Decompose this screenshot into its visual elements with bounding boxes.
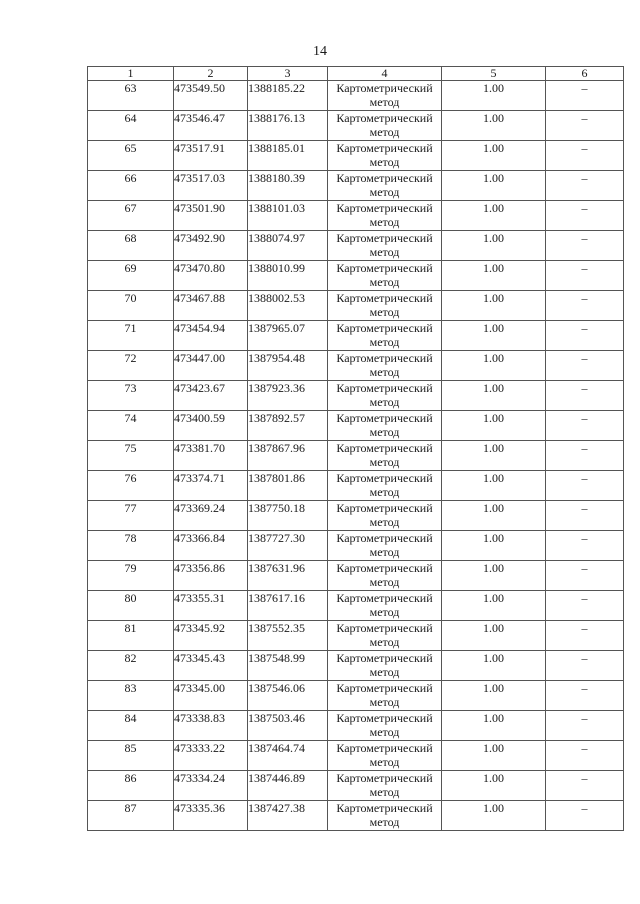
note-cell: –: [546, 531, 624, 561]
x-coordinate-cell: 473467.88: [174, 291, 248, 321]
method-cell: [328, 711, 442, 741]
note-cell: –: [546, 411, 624, 441]
method-text: метод: [369, 335, 400, 349]
method-text: Картометрический: [336, 111, 433, 125]
x-coordinate-cell: 473546.47: [174, 111, 248, 141]
method-text: Картометрический: [336, 531, 433, 545]
accuracy-cell: 1.00: [442, 441, 546, 471]
point-number-cell: 72: [88, 351, 174, 381]
method-cell: [328, 681, 442, 711]
accuracy-cell: 1.00: [442, 81, 546, 111]
accuracy-cell: 1.00: [442, 381, 546, 411]
point-number-cell: 81: [88, 621, 174, 651]
x-coordinate-cell: 473454.94: [174, 321, 248, 351]
table-row: [88, 351, 624, 381]
method-text: метод: [369, 425, 400, 439]
method-cell: [328, 231, 442, 261]
method-text: метод: [369, 485, 400, 499]
method-text: Картометрический: [336, 741, 433, 755]
x-coordinate-cell: 473345.92: [174, 621, 248, 651]
method-text: метод: [369, 725, 400, 739]
table-row: [88, 561, 624, 591]
note-cell: –: [546, 771, 624, 801]
y-coordinate-cell: 1387546.06: [248, 681, 328, 711]
table-row: [88, 171, 624, 201]
accuracy-cell: 1.00: [442, 111, 546, 141]
x-coordinate-cell: 473374.71: [174, 471, 248, 501]
table-row: [88, 501, 624, 531]
table-row: [88, 471, 624, 501]
x-coordinate-cell: 473423.67: [174, 381, 248, 411]
y-coordinate-cell: 1388185.01: [248, 141, 328, 171]
y-coordinate-cell: 1388002.53: [248, 291, 328, 321]
point-number-cell: 67: [88, 201, 174, 231]
point-number-cell: 85: [88, 741, 174, 771]
point-number-cell: 63: [88, 81, 174, 111]
y-coordinate-cell: 1387923.36: [248, 381, 328, 411]
method-cell: [328, 651, 442, 681]
method-text: Картометрический: [336, 231, 433, 245]
accuracy-cell: 1.00: [442, 201, 546, 231]
method-text: Картометрический: [336, 651, 433, 665]
y-coordinate-cell: 1387552.35: [248, 621, 328, 651]
method-text: метод: [369, 275, 400, 289]
note-cell: –: [546, 651, 624, 681]
method-text: Картометрический: [336, 141, 433, 155]
accuracy-cell: 1.00: [442, 651, 546, 681]
table-body: [88, 81, 624, 831]
accuracy-cell: 1.00: [442, 621, 546, 651]
method-text: метод: [369, 395, 400, 409]
y-coordinate-cell: 1387503.46: [248, 711, 328, 741]
method-cell: [328, 291, 442, 321]
method-text: Картометрический: [336, 261, 433, 275]
method-text: Картометрический: [336, 201, 433, 215]
accuracy-cell: 1.00: [442, 261, 546, 291]
accuracy-cell: 1.00: [442, 561, 546, 591]
accuracy-cell: 1.00: [442, 771, 546, 801]
note-cell: –: [546, 351, 624, 381]
table-row: [88, 531, 624, 561]
y-coordinate-cell: 1387965.07: [248, 321, 328, 351]
table-row: [88, 381, 624, 411]
method-text: метод: [369, 125, 400, 139]
method-text: метод: [369, 245, 400, 259]
y-coordinate-cell: 1388010.99: [248, 261, 328, 291]
y-coordinate-cell: 1387954.48: [248, 351, 328, 381]
table-row: [88, 201, 624, 231]
y-coordinate-cell: 1387631.96: [248, 561, 328, 591]
table-row: [88, 321, 624, 351]
table-row: [88, 741, 624, 771]
accuracy-cell: 1.00: [442, 141, 546, 171]
note-cell: –: [546, 591, 624, 621]
method-text: Картометрический: [336, 291, 433, 305]
x-coordinate-cell: 473447.00: [174, 351, 248, 381]
x-coordinate-cell: 473334.24: [174, 771, 248, 801]
x-coordinate-cell: 473517.03: [174, 171, 248, 201]
note-cell: –: [546, 201, 624, 231]
method-cell: [328, 381, 442, 411]
y-coordinate-cell: 1387892.57: [248, 411, 328, 441]
accuracy-cell: 1.00: [442, 231, 546, 261]
y-coordinate-cell: 1387867.96: [248, 441, 328, 471]
accuracy-cell: 1.00: [442, 321, 546, 351]
accuracy-cell: 1.00: [442, 501, 546, 531]
point-number-cell: 66: [88, 171, 174, 201]
method-text: метод: [369, 155, 400, 169]
accuracy-cell: 1.00: [442, 411, 546, 441]
note-cell: –: [546, 81, 624, 111]
accuracy-cell: 1.00: [442, 471, 546, 501]
method-text: Картометрический: [336, 771, 433, 785]
method-cell: [328, 591, 442, 621]
note-cell: –: [546, 321, 624, 351]
method-cell: [328, 741, 442, 771]
note-cell: –: [546, 471, 624, 501]
point-number-cell: 68: [88, 231, 174, 261]
method-text: метод: [369, 605, 400, 619]
note-cell: –: [546, 801, 624, 831]
method-text: Картометрический: [336, 411, 433, 425]
point-number-cell: 87: [88, 801, 174, 831]
method-text: метод: [369, 815, 400, 829]
point-number-cell: 75: [88, 441, 174, 471]
note-cell: –: [546, 261, 624, 291]
point-number-cell: 80: [88, 591, 174, 621]
method-cell: [328, 621, 442, 651]
method-text: метод: [369, 575, 400, 589]
point-number-cell: 83: [88, 681, 174, 711]
method-text: метод: [369, 215, 400, 229]
accuracy-cell: 1.00: [442, 711, 546, 741]
method-cell: [328, 441, 442, 471]
y-coordinate-cell: 1387446.89: [248, 771, 328, 801]
note-cell: –: [546, 171, 624, 201]
x-coordinate-cell: 473381.70: [174, 441, 248, 471]
column-header: 1: [88, 67, 174, 81]
method-text: Картометрический: [336, 441, 433, 455]
column-header: 5: [442, 67, 546, 81]
method-cell: [328, 471, 442, 501]
method-text: Картометрический: [336, 561, 433, 575]
accuracy-cell: 1.00: [442, 171, 546, 201]
x-coordinate-cell: 473400.59: [174, 411, 248, 441]
method-cell: [328, 261, 442, 291]
x-coordinate-cell: 473333.22: [174, 741, 248, 771]
method-cell: [328, 411, 442, 441]
method-cell: [328, 351, 442, 381]
y-coordinate-cell: 1388176.13: [248, 111, 328, 141]
y-coordinate-cell: 1387727.30: [248, 531, 328, 561]
method-text: метод: [369, 515, 400, 529]
column-header: 3: [248, 67, 328, 81]
method-text: метод: [369, 365, 400, 379]
method-cell: [328, 561, 442, 591]
point-number-cell: 84: [88, 711, 174, 741]
method-text: Картометрический: [336, 381, 433, 395]
method-text: метод: [369, 665, 400, 679]
method-cell: [328, 321, 442, 351]
method-cell: [328, 201, 442, 231]
table-row: [88, 651, 624, 681]
y-coordinate-cell: 1387617.16: [248, 591, 328, 621]
coordinates-table: [87, 66, 624, 831]
table-row: [88, 291, 624, 321]
method-text: Картометрический: [336, 591, 433, 605]
y-coordinate-cell: 1388185.22: [248, 81, 328, 111]
point-number-cell: 82: [88, 651, 174, 681]
method-text: метод: [369, 185, 400, 199]
x-coordinate-cell: 473338.83: [174, 711, 248, 741]
x-coordinate-cell: 473345.00: [174, 681, 248, 711]
y-coordinate-cell: 1387464.74: [248, 741, 328, 771]
method-text: Картометрический: [336, 471, 433, 485]
method-text: Картометрический: [336, 321, 433, 335]
table-row: [88, 141, 624, 171]
method-cell: [328, 141, 442, 171]
method-text: метод: [369, 95, 400, 109]
method-text: метод: [369, 635, 400, 649]
point-number-cell: 64: [88, 111, 174, 141]
method-text: метод: [369, 755, 400, 769]
method-cell: [328, 771, 442, 801]
accuracy-cell: 1.00: [442, 291, 546, 321]
point-number-cell: 74: [88, 411, 174, 441]
method-cell: [328, 81, 442, 111]
accuracy-cell: 1.00: [442, 801, 546, 831]
y-coordinate-cell: 1388101.03: [248, 201, 328, 231]
point-number-cell: 73: [88, 381, 174, 411]
x-coordinate-cell: 473549.50: [174, 81, 248, 111]
y-coordinate-cell: 1387427.38: [248, 801, 328, 831]
table-row: [88, 801, 624, 831]
point-number-cell: 79: [88, 561, 174, 591]
note-cell: –: [546, 291, 624, 321]
note-cell: –: [546, 111, 624, 141]
column-header: 4: [328, 67, 442, 81]
table-row: [88, 411, 624, 441]
accuracy-cell: 1.00: [442, 741, 546, 771]
point-number-cell: 69: [88, 261, 174, 291]
table-row: [88, 441, 624, 471]
method-text: Картометрический: [336, 621, 433, 635]
accuracy-cell: 1.00: [442, 681, 546, 711]
table-row: [88, 771, 624, 801]
header-row: [88, 67, 624, 81]
x-coordinate-cell: 473492.90: [174, 231, 248, 261]
table-row: [88, 111, 624, 141]
method-text: Картометрический: [336, 681, 433, 695]
x-coordinate-cell: 473356.86: [174, 561, 248, 591]
note-cell: –: [546, 141, 624, 171]
method-text: метод: [369, 305, 400, 319]
method-text: Картометрический: [336, 351, 433, 365]
point-number-cell: 65: [88, 141, 174, 171]
note-cell: –: [546, 231, 624, 261]
accuracy-cell: 1.00: [442, 351, 546, 381]
method-text: метод: [369, 545, 400, 559]
note-cell: –: [546, 561, 624, 591]
x-coordinate-cell: 473517.91: [174, 141, 248, 171]
table-row: [88, 81, 624, 111]
method-cell: [328, 801, 442, 831]
y-coordinate-cell: 1387750.18: [248, 501, 328, 531]
method-cell: [328, 111, 442, 141]
note-cell: –: [546, 621, 624, 651]
x-coordinate-cell: 473501.90: [174, 201, 248, 231]
column-header: 2: [174, 67, 248, 81]
table-row: [88, 231, 624, 261]
note-cell: –: [546, 381, 624, 411]
method-text: метод: [369, 785, 400, 799]
table-row: [88, 681, 624, 711]
x-coordinate-cell: 473470.80: [174, 261, 248, 291]
note-cell: –: [546, 441, 624, 471]
point-number-cell: 78: [88, 531, 174, 561]
method-text: метод: [369, 695, 400, 709]
x-coordinate-cell: 473335.36: [174, 801, 248, 831]
point-number-cell: 71: [88, 321, 174, 351]
point-number-cell: 76: [88, 471, 174, 501]
point-number-cell: 70: [88, 291, 174, 321]
note-cell: –: [546, 501, 624, 531]
note-cell: –: [546, 711, 624, 741]
method-cell: [328, 531, 442, 561]
x-coordinate-cell: 473345.43: [174, 651, 248, 681]
y-coordinate-cell: 1388180.39: [248, 171, 328, 201]
accuracy-cell: 1.00: [442, 591, 546, 621]
x-coordinate-cell: 473355.31: [174, 591, 248, 621]
table-row: [88, 621, 624, 651]
method-cell: [328, 171, 442, 201]
method-text: Картометрический: [336, 801, 433, 815]
table-row: [88, 711, 624, 741]
point-number-cell: 86: [88, 771, 174, 801]
y-coordinate-cell: 1387548.99: [248, 651, 328, 681]
method-cell: [328, 501, 442, 531]
method-text: Картометрический: [336, 501, 433, 515]
point-number-cell: 77: [88, 501, 174, 531]
note-cell: –: [546, 681, 624, 711]
page-number: 14: [313, 44, 327, 59]
method-text: Картометрический: [336, 81, 433, 95]
method-text: Картометрический: [336, 171, 433, 185]
x-coordinate-cell: 473366.84: [174, 531, 248, 561]
note-cell: –: [546, 741, 624, 771]
method-text: Картометрический: [336, 711, 433, 725]
x-coordinate-cell: 473369.24: [174, 501, 248, 531]
accuracy-cell: 1.00: [442, 531, 546, 561]
method-text: метод: [369, 455, 400, 469]
column-header: 6: [546, 67, 624, 81]
table-row: [88, 261, 624, 291]
y-coordinate-cell: 1387801.86: [248, 471, 328, 501]
table-row: [88, 591, 624, 621]
y-coordinate-cell: 1388074.97: [248, 231, 328, 261]
